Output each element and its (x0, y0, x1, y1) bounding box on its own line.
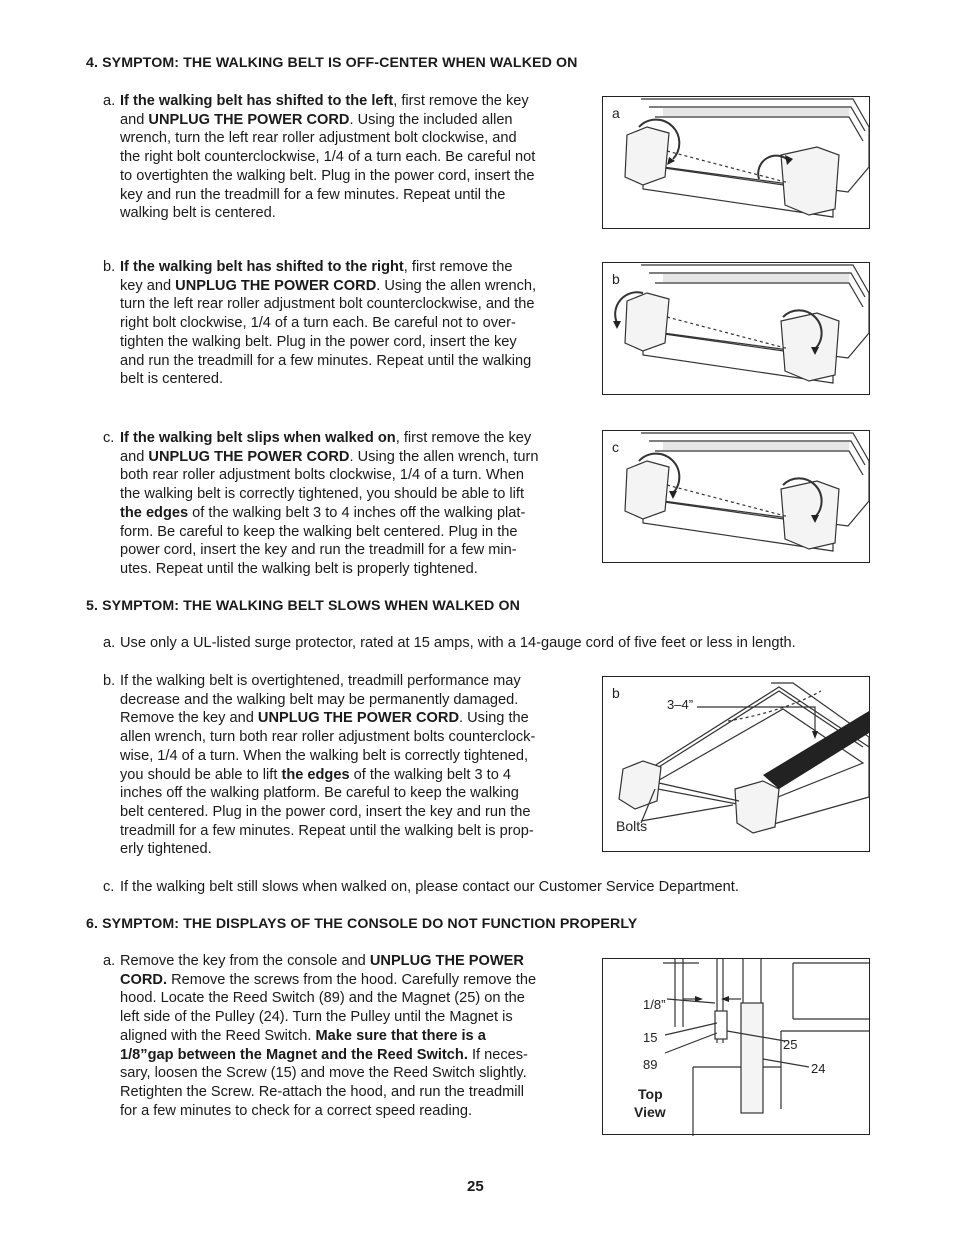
text-run: decrease and the walking belt may be permanently damaged. (120, 691, 519, 708)
text-run: left side of the Pulley (24). Turn the Pulley until the Magnet is (120, 1009, 513, 1026)
figure-4c-belt-slips (602, 430, 870, 563)
figure-4b-drawing (603, 263, 871, 396)
bold-text-run: UNPLUG THE POWER (369, 953, 524, 969)
text-line (120, 352, 536, 371)
figure-6a-reed-switch-top-view (602, 958, 870, 1135)
text-line (120, 204, 535, 223)
figure-4a-drawing (603, 97, 871, 230)
text-line (120, 971, 536, 990)
text-line (120, 148, 535, 167)
text-line (120, 111, 535, 130)
text-run: to overtighten the walking belt. Plug in the power cord, insert the (120, 167, 535, 184)
section-6-item-a (103, 952, 536, 1120)
text-line (120, 277, 536, 296)
text-line (120, 952, 536, 971)
text-line (120, 747, 535, 766)
text-line (120, 258, 536, 277)
text-run: Retighten the Screw. Re-attach the hood, and run the treadmill (120, 1083, 524, 1100)
text-run: , first remove the (403, 259, 513, 275)
text-line (120, 1064, 536, 1083)
item-label: a. (103, 953, 116, 969)
figure-label: b (612, 685, 620, 701)
section-6-heading: 6. SYMPTOM: THE DISPLAYS OF THE CONSOLE DO NOT FUNCTION PROPERLY (86, 916, 638, 932)
text-run: , first remove the key (393, 93, 529, 109)
text-line (120, 1083, 536, 1102)
text-run: wise, 1/4 of a turn. When the walking belt is correctly tightened, (120, 747, 529, 764)
bold-text-run: If the walking belt slips when walked on (120, 430, 396, 446)
bold-text-run: UNPLUG THE POWER CORD (257, 710, 459, 727)
text-line (120, 1102, 536, 1121)
bold-text-run: UNPLUG THE POWER CORD (148, 111, 350, 128)
text-line (120, 822, 535, 841)
text-line (120, 523, 539, 542)
item-text (120, 92, 535, 223)
text-run: If the walking belt is overtightened, treadmill performance may (120, 673, 521, 689)
text-run: right bolt clockwise, 1/4 of a turn each. Be careful not to over- (120, 315, 516, 332)
item-label: a. (103, 635, 116, 651)
section-4-item-b (103, 258, 536, 389)
text-run: . Using the (459, 710, 529, 727)
text-run: walking belt is centered. (120, 205, 276, 222)
bold-text-run: UNPLUG THE POWER CORD (175, 277, 377, 294)
figure-label: a (612, 105, 620, 121)
text-line (120, 429, 539, 448)
figure-label: c (612, 439, 619, 455)
text-run: for a few minutes to check for a correct speed reading. (120, 1102, 473, 1119)
bold-text-run: CORD. (120, 971, 168, 988)
text-run: hood. Locate the Reed Switch (89) and the Magnet (25) on the (120, 990, 525, 1007)
text-line (120, 691, 535, 710)
view-label-line1: Top (638, 1086, 663, 1102)
text-run: If neces- (467, 1046, 528, 1063)
text-run: inches off the walking platform. Be careful to keep the walking (120, 785, 519, 802)
text-line (120, 560, 539, 579)
text-run: sary, loosen the Screw (15) and move the Reed Switch slightly. (120, 1065, 527, 1082)
text-run: and (120, 448, 149, 465)
text-line (120, 728, 535, 747)
text-run: and run the treadmill for a few minutes. Repeat until the walking (120, 352, 532, 369)
text-line (120, 466, 539, 485)
text-line (120, 878, 739, 897)
text-run: power cord, insert the key and run the treadmill for a few min- (120, 542, 517, 559)
text-line (120, 803, 535, 822)
section-4-item-a (103, 92, 535, 223)
item-label: c. (103, 430, 115, 446)
section-5-item-c (103, 878, 739, 897)
item-text (120, 429, 539, 579)
text-run: Use only a UL-listed surge protector, rated at 15 amps, with a 14-gauge cord of five feet or less in length. (120, 635, 796, 651)
item-text (120, 634, 796, 653)
text-run: allen wrench, turn both rear roller adjustment bolts counterclock- (120, 729, 536, 746)
item-text (120, 878, 739, 897)
text-run: treadmill for a few minutes. Repeat until the walking belt is prop- (120, 822, 534, 839)
text-line (120, 541, 539, 560)
text-line (120, 672, 535, 691)
item-text (120, 952, 536, 1120)
text-run: Remove the key and (120, 710, 258, 727)
text-line (120, 634, 796, 653)
text-run: the right bolt counterclockwise, 1/4 of a turn each. Be careful not (120, 149, 536, 166)
bold-text-run: the edges (120, 504, 189, 521)
bold-text-run: the edges (281, 766, 350, 783)
figure-4b-belt-shifted-right (602, 262, 870, 395)
text-line (120, 485, 539, 504)
text-run: . Using the included allen (349, 111, 513, 128)
text-run: utes. Repeat until the walking belt is properly tightened. (120, 560, 478, 577)
item-label: c. (103, 879, 115, 895)
text-line (120, 989, 536, 1008)
figure-4c-drawing (603, 431, 871, 564)
text-run: aligned with the Reed Switch. (120, 1027, 316, 1044)
item-label: b. (103, 673, 116, 689)
text-run: wrench, turn the left rear roller adjustment bolt clockwise, and (120, 130, 517, 147)
bold-text-run: If the walking belt has shifted to the left (120, 93, 394, 109)
bolts-callout: Bolts (616, 818, 648, 834)
text-line (120, 314, 536, 333)
text-line (120, 504, 539, 523)
reed-switch-callout: 89 (643, 1057, 658, 1072)
text-line (120, 186, 535, 205)
text-line (120, 129, 535, 148)
section-5-item-a (103, 634, 796, 653)
text-run: Remove the key from the console and (120, 953, 370, 969)
text-run: . Using the allen wrench, (376, 277, 537, 294)
text-run: turn the left rear roller adjustment bolt counterclockwise, and the (120, 296, 535, 313)
text-run: . Using the allen wrench, turn (349, 448, 539, 465)
text-line (120, 766, 535, 785)
text-run: you should be able to lift (120, 766, 282, 783)
text-run: the walking belt is correctly tightened, you should be able to lift (120, 486, 524, 503)
text-line (120, 709, 535, 728)
gap-callout: 1/8” (643, 997, 666, 1012)
page-number: 25 (467, 1178, 484, 1195)
text-line (120, 370, 536, 389)
text-run: of the walking belt 3 to 4 inches off the walking plat- (188, 504, 526, 521)
bold-text-run: Make sure that there is a (315, 1027, 486, 1044)
arrow-counterclockwise-icon (613, 321, 621, 329)
text-run: and (120, 111, 149, 128)
bold-text-run: If the walking belt has shifted to the right (120, 259, 404, 275)
text-line (120, 784, 535, 803)
text-run: belt centered. Plug in the power cord, insert the key and run the (120, 803, 531, 820)
item-label: b. (103, 259, 116, 275)
section-4-heading: 4. SYMPTOM: THE WALKING BELT IS OFF-CENTER WHEN WALKED ON (86, 55, 578, 71)
section-5-heading: 5. SYMPTOM: THE WALKING BELT SLOWS WHEN WALKED ON (86, 598, 520, 614)
text-run: belt is centered. (120, 371, 224, 388)
text-line (120, 1008, 536, 1027)
pulley-callout: 24 (811, 1061, 826, 1076)
arrow-left-icon (721, 996, 729, 1002)
figure-6a-drawing (603, 959, 871, 1136)
section-5-item-b (103, 672, 535, 859)
bold-text-run: 1/8”gap between the Magnet and the Reed Switch. (120, 1046, 468, 1063)
text-line (120, 1046, 536, 1065)
arrow-clockwise-icon (669, 491, 677, 499)
text-run: form. Be careful to keep the walking belt centered. Plug in the (120, 523, 518, 540)
item-label: a. (103, 93, 116, 109)
bold-text-run: UNPLUG THE POWER CORD (148, 448, 350, 465)
item-text (120, 258, 536, 389)
text-line (120, 167, 535, 186)
gap-callout: 3–4” (667, 697, 694, 712)
item-text (120, 672, 535, 859)
text-run: erly tightened. (120, 841, 212, 858)
text-line (120, 448, 539, 467)
text-run: , first remove the key (395, 430, 532, 446)
section-4-item-c (103, 429, 539, 579)
text-line (120, 1027, 536, 1046)
text-line (120, 840, 535, 859)
figure-5b-drawing (603, 677, 871, 853)
text-line (120, 333, 536, 352)
figure-4a-belt-shifted-left (602, 96, 870, 229)
text-line (120, 295, 536, 314)
text-run: If the walking belt still slows when walked on, please contact our Customer Service Department. (120, 879, 739, 895)
magnet-callout: 25 (783, 1037, 798, 1052)
text-run: both rear roller adjustment bolts clockwise, 1/4 of a turn. When (120, 467, 524, 484)
text-line (120, 92, 535, 111)
text-run: tighten the walking belt. Plug in the power cord, insert the key (120, 333, 517, 350)
figure-label: b (612, 271, 620, 287)
text-run: of the walking belt 3 to 4 (349, 766, 512, 783)
screw-callout: 15 (643, 1030, 658, 1045)
figure-5b-belt-tension (602, 676, 870, 852)
text-run: key and run the treadmill for a few minutes. Repeat until the (120, 186, 506, 203)
text-run: key and (120, 277, 176, 294)
view-label-line2: View (634, 1104, 666, 1120)
text-run: Remove the screws from the hood. Carefully remove the (167, 971, 537, 988)
